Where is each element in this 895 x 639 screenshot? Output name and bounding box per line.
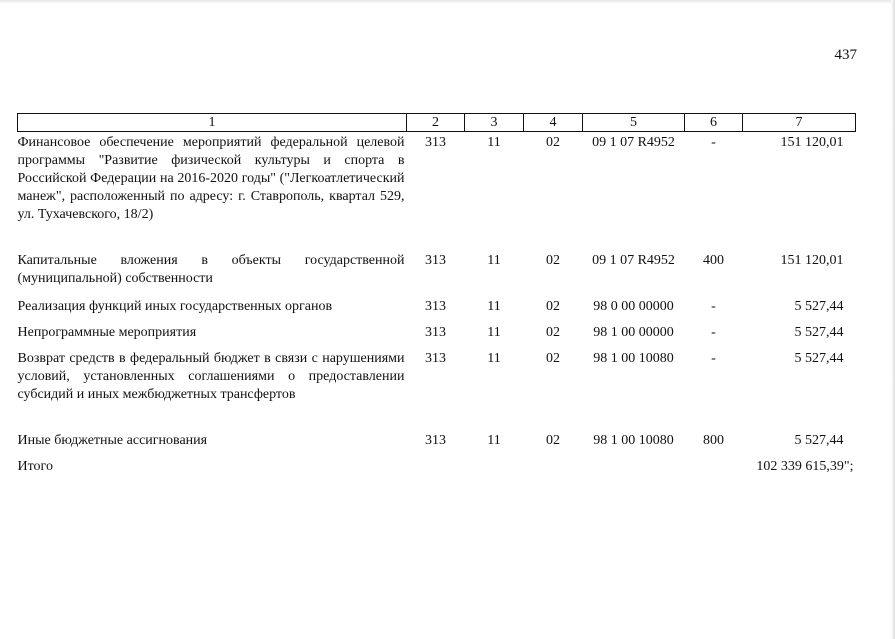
page-number: 437 bbox=[834, 47, 857, 63]
row-code-6: - bbox=[711, 351, 716, 366]
row-code-3: 11 bbox=[487, 299, 501, 314]
row-code-6: 400 bbox=[703, 253, 724, 268]
row-amount: 5 527,44 bbox=[794, 433, 844, 448]
row-code-5: 98 1 00 00000 bbox=[593, 325, 674, 340]
header-col-2: 2 bbox=[407, 114, 465, 132]
row-code-2: 313 bbox=[425, 351, 446, 366]
header-col-1: 1 bbox=[18, 114, 407, 132]
row-code-4: 02 bbox=[546, 351, 560, 366]
row-code-3: 11 bbox=[487, 433, 501, 448]
row-code-2: 313 bbox=[425, 299, 446, 314]
table-row bbox=[18, 350, 856, 432]
row-code-6: - bbox=[711, 299, 716, 314]
header-col-7: 7 bbox=[743, 114, 856, 132]
row-code-2: 313 bbox=[425, 325, 446, 340]
row-name: Иные бюджетные ассигнования bbox=[17, 433, 208, 448]
row-code-5: 09 1 07 R4952 bbox=[592, 253, 675, 268]
row-name: Реализация функций иных государственных органов bbox=[17, 299, 333, 314]
total-value: 102 339 615,39"; bbox=[756, 459, 854, 474]
row-code-3: 11 bbox=[487, 135, 501, 150]
row-code-3: 11 bbox=[487, 325, 501, 340]
row-code-3: 11 bbox=[487, 351, 501, 366]
table-header-row bbox=[18, 114, 856, 132]
row-amount: 5 527,44 bbox=[794, 299, 844, 314]
budget-table bbox=[17, 113, 856, 478]
row-code-3: 11 bbox=[487, 253, 501, 268]
table-row bbox=[18, 132, 856, 253]
table-row bbox=[18, 298, 856, 324]
table-row bbox=[18, 432, 856, 458]
row-code-2: 313 bbox=[425, 135, 446, 150]
row-amount: 151 120,01 bbox=[780, 135, 844, 150]
header-col-5: 5 bbox=[583, 114, 685, 132]
scan-top-edge bbox=[0, 0, 895, 4]
row-code-4: 02 bbox=[546, 135, 560, 150]
row-code-4: 02 bbox=[546, 325, 560, 340]
row-name: Непрограммные мероприятия bbox=[17, 325, 197, 340]
row-amount: 5 527,44 bbox=[794, 351, 844, 366]
row-name: Капитальные вложения в объекты государственной (муниципальной) собственности bbox=[17, 253, 405, 286]
header-col-3: 3 bbox=[465, 114, 524, 132]
row-code-5: 98 0 00 00000 bbox=[593, 299, 674, 314]
row-code-2: 313 bbox=[425, 433, 446, 448]
row-code-6: - bbox=[711, 325, 716, 340]
row-amount: 5 527,44 bbox=[794, 325, 844, 340]
row-code-2: 313 bbox=[425, 253, 446, 268]
scan-right-edge bbox=[891, 0, 895, 639]
total-row bbox=[18, 458, 856, 478]
row-code-5: 98 1 00 10080 bbox=[593, 351, 674, 366]
table-row bbox=[18, 252, 856, 298]
row-code-5: 09 1 07 R4952 bbox=[592, 135, 675, 150]
row-name: Финансовое обеспечение мероприятий федеральной целевой программы "Развитие физической культуры и спорта в Российской Федерации на 2016-2020 годы" ("Легкоатлетический манеж", расположенный по адресу: г. Ставрополь, квартал 529, ул. Тухачевского, 18/2) bbox=[17, 135, 405, 222]
total-label: Итого bbox=[17, 459, 53, 474]
row-code-4: 02 bbox=[546, 299, 560, 314]
row-code-4: 02 bbox=[546, 253, 560, 268]
row-code-5: 98 1 00 10080 bbox=[593, 433, 674, 448]
header-col-6: 6 bbox=[685, 114, 743, 132]
row-amount: 151 120,01 bbox=[780, 253, 844, 268]
row-name: Возврат средств в федеральный бюджет в связи с нарушениями условий, установленных соглашениями о предоставлении субсидий и иных межбюджетных трансфертов bbox=[17, 351, 405, 402]
table-row bbox=[18, 324, 856, 350]
row-code-4: 02 bbox=[546, 433, 560, 448]
row-code-6: - bbox=[711, 135, 716, 150]
row-code-6: 800 bbox=[703, 433, 724, 448]
header-col-4: 4 bbox=[524, 114, 583, 132]
